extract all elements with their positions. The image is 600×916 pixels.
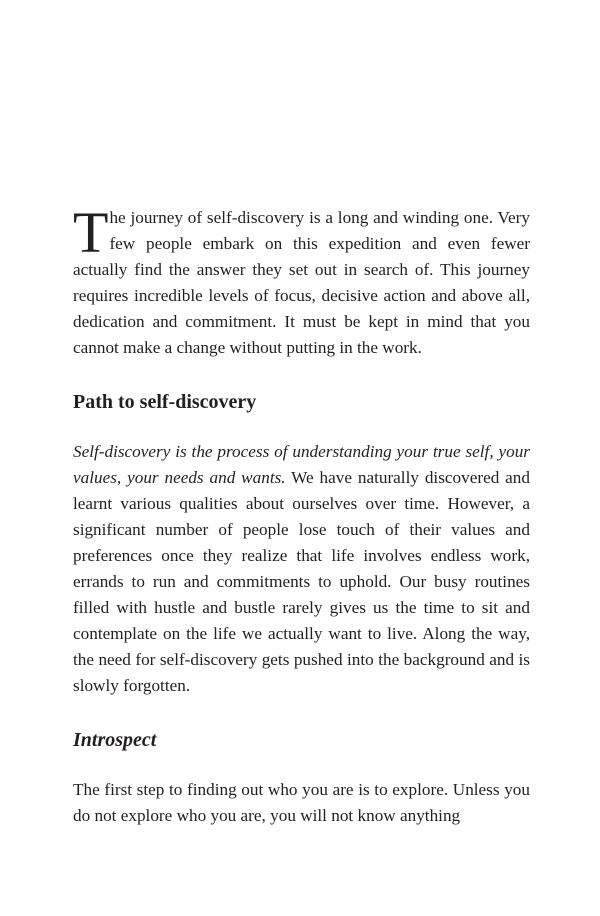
section-heading-path: Path to self-discovery <box>73 391 257 413</box>
intro-text: he journey of self-discovery is a long and winding one. Very few people embark on this expedition and even fewer actually find the answer they set out in search of. This journey requires incredible levels of focus, decisive action and above all, dedication and commitment. It must be kept in mind that you cannot make a change without putting in the work. <box>73 208 530 357</box>
path-paragraph <box>73 439 530 699</box>
path-text: We have naturally discovered and learnt various qualities about ourselves over time. However, a significant number of people lose touch of their values and preferences once they realize that life involves endless work, errands to run and commitments to uphold. Our busy routines filled with hustle and bustle rarely gives us the time to sit and contemplate on the life we actually want to live. Along the way, the need for self-discovery gets pushed into the background and is slowly forgotten. <box>73 468 530 695</box>
section-heading-introspect: Introspect <box>73 729 157 751</box>
intro-paragraph <box>73 200 530 361</box>
drop-cap: T <box>73 200 109 265</box>
page-content <box>73 200 530 829</box>
italic-definition: Self-discovery is the process of understanding your true self, your values, your needs and wants. <box>73 442 530 487</box>
introspect-paragraph: The first step to finding out who you are is to explore. Unless you do not explore who you are, you will not know anything <box>73 780 530 825</box>
